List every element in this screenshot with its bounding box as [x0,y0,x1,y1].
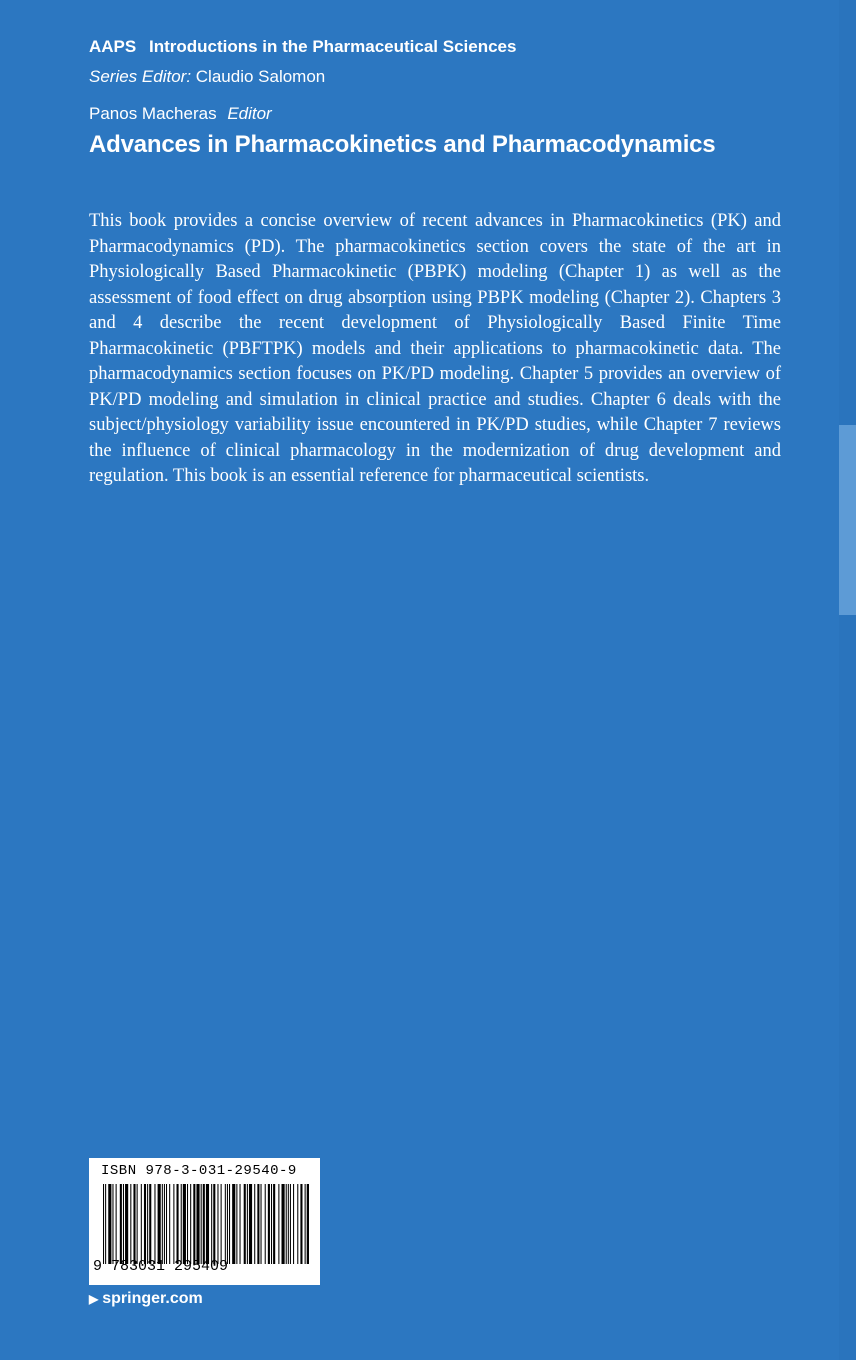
series-editor [89,67,325,87]
barcode-bar [261,1184,262,1264]
barcode-bar [108,1184,111,1264]
barcode-bar [244,1184,246,1264]
barcode-bar [213,1184,215,1264]
barcode-bar [225,1184,226,1264]
barcode-bar [177,1184,179,1264]
barcode-bar [236,1184,237,1264]
series-line [89,37,516,57]
barcode-bar [240,1184,241,1264]
barcode-bar [133,1184,135,1264]
barcode-bar [305,1184,306,1264]
barcode-bar [190,1184,191,1264]
barcode-bar [123,1184,124,1264]
barcode-bar [187,1184,188,1264]
barcode-bar [158,1184,161,1264]
barcode-bar [147,1184,148,1264]
barcode-bar [211,1184,212,1264]
barcode-bar [297,1184,298,1264]
barcode-bar [125,1184,128,1264]
barcode-digits: 9 783031 295409 [93,1258,229,1275]
barcode-bar [201,1184,202,1264]
editor-name: Panos Macheras [89,104,217,123]
series-editor-label: Series Editor: [89,67,192,86]
barcode-bar [154,1184,155,1264]
editor-role: Editor [227,104,272,123]
barcode-bar [196,1184,199,1264]
barcode-bar [103,1184,104,1264]
website-link[interactable]: springer.com [102,1290,203,1307]
publisher-website[interactable] [89,1290,203,1308]
barcode-bar [144,1184,146,1264]
barcode-bar [257,1184,259,1264]
barcode-bar [278,1184,279,1264]
barcode-bar [271,1184,272,1264]
spine-edge [839,0,856,1360]
barcode-bar [300,1184,302,1264]
barcode-bar [249,1184,252,1264]
book-editor [89,104,272,124]
barcode-bar [105,1184,106,1264]
barcode-bar [282,1184,285,1264]
barcode-bar [181,1184,182,1264]
barcode-bar [288,1184,289,1264]
barcode-bar [227,1184,228,1264]
barcode-bar [130,1184,131,1264]
series-title: Introductions in the Pharmaceutical Sciences [148,37,517,56]
barcode-bars [103,1184,309,1264]
barcode-bar [273,1184,275,1264]
barcode-bar [112,1184,113,1264]
barcode-bar [169,1184,170,1264]
barcode-bar [116,1184,117,1264]
barcode-bar [137,1184,138,1264]
series-label: AAPS [89,37,137,56]
barcode-bar [293,1184,294,1264]
barcode-bar [221,1184,222,1264]
arrow-icon: ▶ [89,1292,99,1306]
barcode-bar [206,1184,209,1264]
barcode-bar [162,1184,163,1264]
barcode-bar [290,1184,291,1264]
barcode-bar [193,1184,195,1264]
barcode-bar [286,1184,287,1264]
barcode-bar [164,1184,165,1264]
barcode-bar [149,1184,151,1264]
spine-band [839,425,856,615]
barcode-bar [247,1184,248,1264]
book-title: Advances in Pharmacokinetics and Pharmacodynamics [89,131,716,158]
barcode-bar [254,1184,255,1264]
book-description: This book provides a concise overview of recent advances in Pharmacokinetics (PK) and Pharmacodynamics (PD). The pharmacokinetics section covers the state of the art in Physiologically Based Pharmacokinetic (PBPK) modeling (Chapter 1) as well as the assessment of food effect on drug absorption using PBPK modeling (Chapter 2). Chapters 3 and 4 describe the recent development of Physiologically Based Finite Time Pharmacokinetic (PBFTPK) models and their applications to pharmacokinetic data. The pharmacodynamics section focuses on PK/PD modeling. Chapter 5 provides an overview of PK/PD modeling and simulation in clinical practice and studies. Chapter 6 deals with the subject/physiology variability issue encountered in PK/PD studies, while Chapter 7 reviews the influence of clinical pharmacology in the modernization of drug development and regulation. This book is an essential reference for pharmaceutical scientists. [89,211,781,486]
barcode-bar [217,1184,218,1264]
barcode-bar [120,1184,122,1264]
barcode-bar [265,1184,266,1264]
barcode-bar [173,1184,174,1264]
barcode-bar [268,1184,270,1264]
barcode-bar [232,1184,235,1264]
barcode-bar [141,1184,142,1264]
barcode-bar [166,1184,167,1264]
barcode-bar [307,1184,309,1264]
barcode-bar [203,1184,205,1264]
series-editor-name: Claudio Salomon [195,67,326,86]
barcode-bar [183,1184,186,1264]
isbn-text: ISBN 978-3-031-29540-9 [101,1163,297,1179]
barcode-bar [229,1184,230,1264]
isbn-barcode [89,1158,320,1285]
